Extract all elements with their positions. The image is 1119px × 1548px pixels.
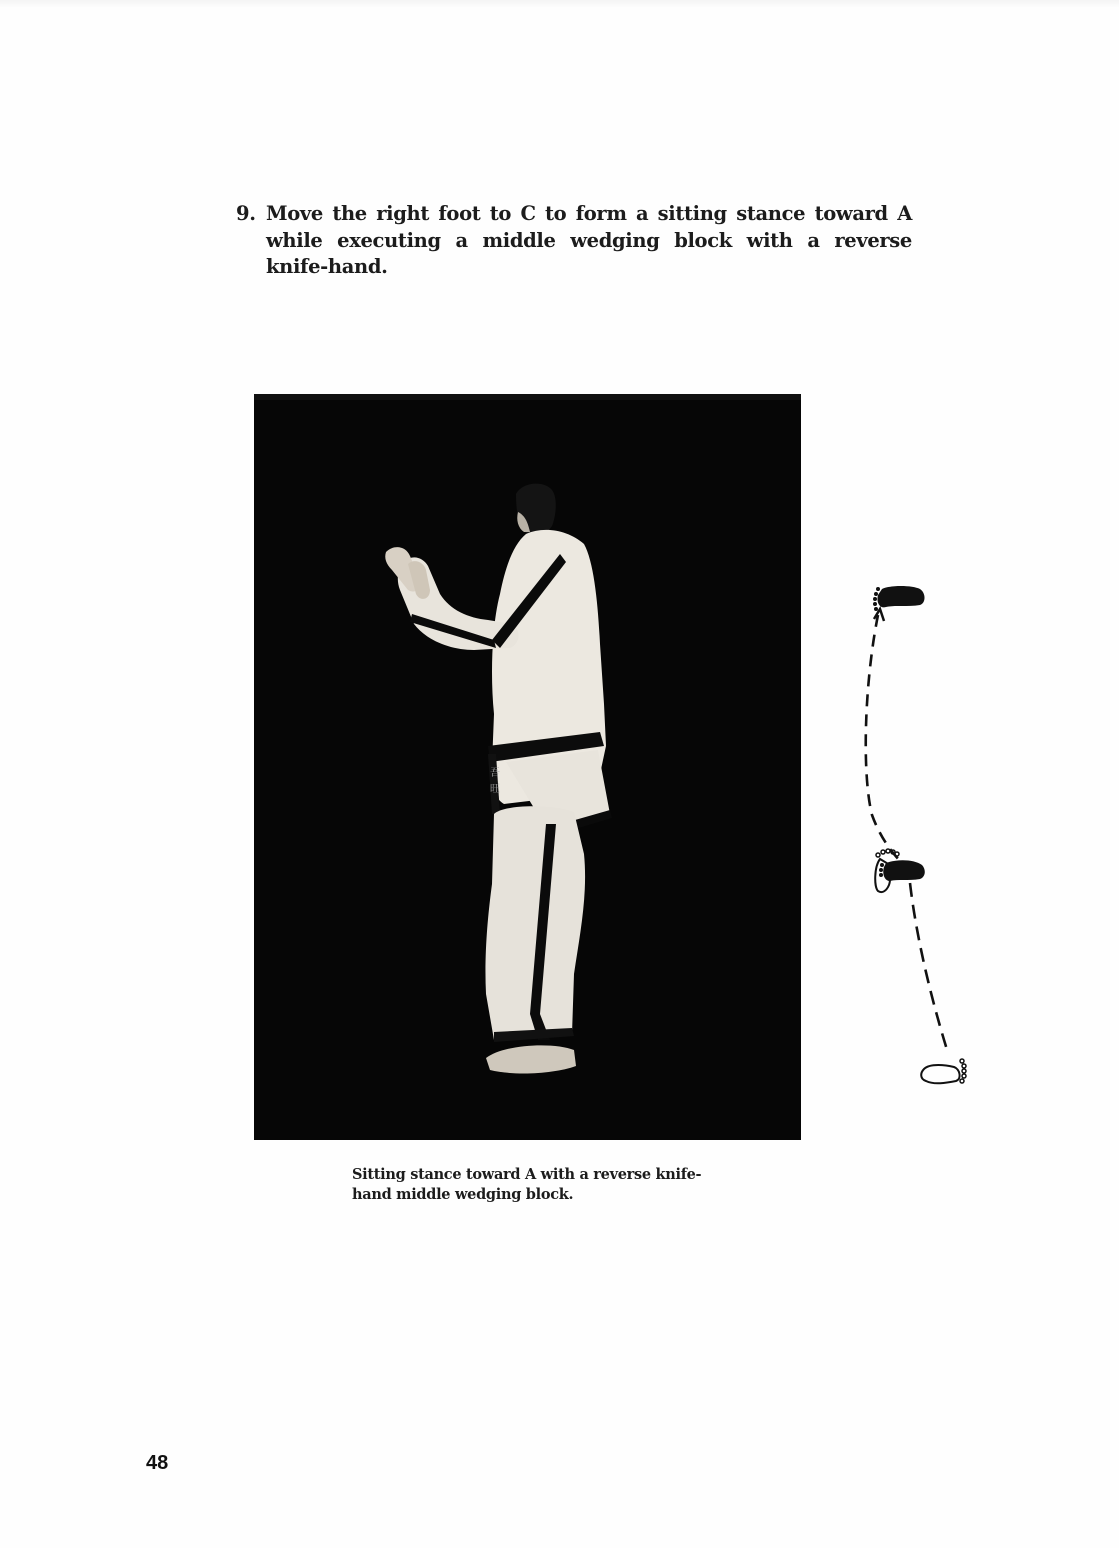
figure-caption: Sitting stance toward A with a reverse knife-hand middle wedging block.	[352, 1166, 702, 1203]
footprint-outline-icon	[921, 1059, 966, 1083]
footprint-filled-icon	[879, 860, 925, 881]
page-top-edge	[0, 0, 1119, 8]
svg-text:旺: 旺	[490, 784, 500, 795]
martial-artist-photo	[254, 394, 801, 1140]
step-instruction	[236, 201, 912, 281]
step-number: 9.	[236, 202, 256, 225]
page-number: 48	[146, 1452, 169, 1474]
figure-photo	[254, 394, 801, 1140]
footstep-diagram	[850, 575, 980, 1095]
step-text: Move the right foot to C to form a sitting stance toward A while executing a middle wedging block with a reverse knife-hand.	[266, 202, 912, 278]
svg-text:吾: 吾	[490, 768, 500, 779]
